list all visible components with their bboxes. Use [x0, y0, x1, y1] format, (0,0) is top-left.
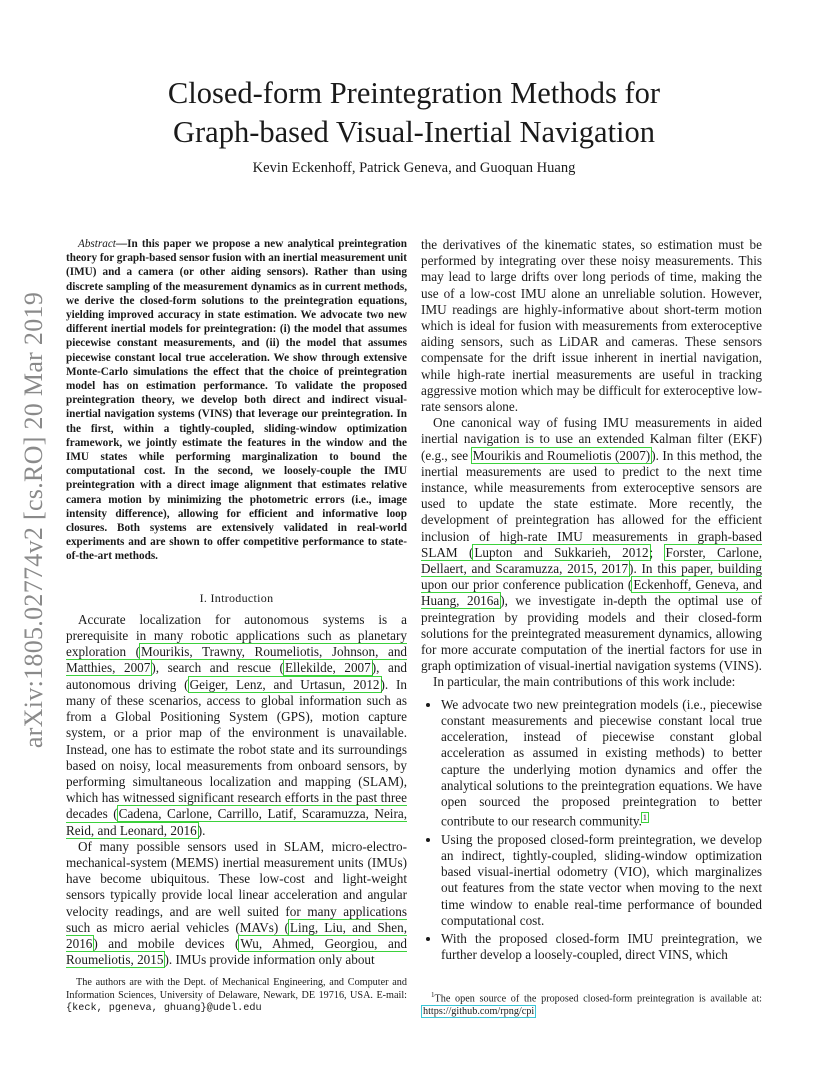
github-link[interactable]: https://github.com/rpng/cpi	[423, 1005, 535, 1017]
footnote	[421, 989, 762, 1018]
text: ).	[197, 822, 206, 838]
citation-link[interactable]: Geiger, Lenz, and Urtasun, 2012	[189, 676, 380, 692]
text: ) and mobile devices (	[93, 935, 240, 951]
arxiv-stamp	[12, 280, 56, 760]
authors: Kevin Eckenhoff, Patrick Geneva, and Guoquan Huang	[252, 160, 576, 176]
right-paragraph-3: In particular, the main contributions of this work include:	[433, 674, 736, 690]
affiliation-footnote	[66, 977, 407, 1016]
intro-paragraph-1	[66, 612, 407, 839]
intro-paragraph-2	[66, 839, 407, 969]
citation-link[interactable]: Cadena, Carlone, Carrillo, Latif, Scaramuzza, Neira, Reid, and Leonard, 2016	[66, 806, 407, 838]
citation-link[interactable]: Eckenhoff, Geneva, and Huang, 2016a	[421, 577, 762, 609]
text: One canonical way of fusing IMU measurements in aided inertial navigation is to use an extended Kalman filter (EKF) (e.g., see	[421, 415, 762, 463]
citation-link[interactable]: Mourikis, Trawny, Roumeliotis, Johnson, and Matthies, 2007	[66, 644, 408, 676]
text: ). IMUs provide information only about	[164, 952, 375, 968]
text: ), we investigate in-depth the optimal use of preintegration by providing models and their closed-form solutions for the preintegrated measurement dynamics, allowing for more accurate computation of the inertial factors for use in graph optimization of visual-inertial navigation systems (VINS).	[421, 593, 763, 674]
citation-link[interactable]: Ellekilde, 2007	[284, 660, 371, 676]
title-line-2: Graph-based Visual-Inertial Navigation	[172, 115, 656, 149]
citation-link[interactable]: Lupton and Sukkarieh, 2012	[474, 544, 649, 560]
right-column	[421, 237, 762, 965]
text: ). In many of these scenarios, access to global information such as from a Global Positioning System (GPS), motion capture system, or a prior map of the environment is unavailable. Instead, one has to estimate the robot state and its surroundings based on noisy, local measurements from onboard sensors, by performing simultaneous localization and mapping (SLAM), which has witnessed significant research efforts in the past three decades (	[66, 676, 407, 822]
citation-link[interactable]: Wu, Ahmed, Georgiou, and Roumeliotis, 2015	[66, 935, 408, 968]
abstract-text: —In this paper we propose a new analytical preintegration theory for graph-based sensor fusion with an inertial measurement unit (IMU) and a camera (or other aiding sensors). Rather than using discrete sampling of the measurement dynamics as in current methods, we derive the closed-form solutions to the preintegration equations, yielding improved accuracy in state estimation. We advocate two new different inertial models for preintegration: (i) the model that assumes piecewise constant measurements, and (ii) the model that assumes piecewise constant local true acceleration. We show through extensive Monte-Carlo simulations the effect that the choice of preintegration model has on estimation performance. To validate the proposed preintegration theory, we develop both direct and indirect visual-inertial navigation systems (VINS) that leverage our preintegration. In the first, within a tightly-coupled, sliding-window optimization framework, we jointly estimate the features in the window and the IMU states while performing marginalization to bound the computational cost. In the second, we loosely-couple the IMU preintegration with a direct image alignment that estimates relative camera motion by minimizing the photometric errors (i.e., image intensity difference), allowing for efficient and informative loop closures. Both systems are extensively validated in real-world experiments and are shown to offer competitive performance to state-of-the-art methods.	[66, 238, 407, 563]
footnote-mark[interactable]: 1	[642, 813, 647, 823]
citation-link[interactable]: Mourikis and Roumeliotis (2007)	[472, 447, 651, 463]
paper-title	[60, 74, 768, 152]
citation-link[interactable]: Ling, Liu, and Shen, 2016	[66, 919, 407, 951]
text: Of many possible sensors used in SLAM, micro-electro-mechanical-system (MEMS) inertial measurement units (IMUs) have become ubiquitous. These low-cost and light-weight sensors typically provide local linear acceleration and angular velocity readings, and are well suited for many applications such as micro aerial vehicles (MAVs) (	[66, 838, 407, 935]
list-item: • With the proposed closed-form IMU preintegration, we further develop a loosely-coupled, direct VINS, which	[441, 931, 762, 963]
right-paragraph-2	[421, 415, 762, 674]
arxiv-id: arXiv:1805.02774v2 [cs.RO] 20 Mar 2019	[19, 291, 48, 749]
footnote-number: 1	[431, 991, 435, 999]
right-paragraph-1: the derivatives of the kinematic states, so estimation must be performed by integrating over these noisy measurements. This may lead to large drifts over long periods of time, making the use of a low-cost IMU alone an unreliable solution. However, IMU readings are highly-informative about short-term motion which is ideal for fusion with measurements from exteroceptive aiding sensors, such as LiDAR and cameras. These sensors compensate for the drift issue inherent in inertial navigation, while high-rate inertial measurements are useful in tracking aggressive motion which may be difficult for exteroceptive low-rate sensors alone.	[421, 237, 762, 415]
text: The open source of the proposed closed-form preintegration is available at:	[434, 993, 762, 1005]
text: ), search and rescue (	[151, 660, 284, 676]
email: {keck, pgeneva, ghuang}@udel.edu	[66, 1003, 262, 1014]
list-item: • Using the proposed closed-form preintegration, we develop an indirect, tightly-coupled, sliding-window optimization based visual-inertial odometry (VIO), which marginalizes out features from the state vector when moving to the next time window to enable real-time performance of bounded computational cost.	[441, 832, 762, 929]
text: The authors are with the Dept. of Mechanical Engineering, and Computer and Information Sciences, University of Delaware, Newark, DE 19716, USA. E-mail:	[66, 977, 407, 1001]
citation-link[interactable]: Forster, Carlone, Dellaert, and Scaramuzza, 2015, 2017	[421, 544, 763, 577]
text: Accurate localization for autonomous systems is a prerequisite in many robotic applications such as planetary exploration (	[66, 611, 407, 660]
list-item	[441, 697, 762, 830]
abstract	[66, 237, 407, 564]
abstract-label: Abstract	[78, 238, 116, 250]
text: ), and autonomous driving (	[66, 660, 408, 692]
text: We advocate two new preintegration models (i.e., piecewise constant measurements and piecewise constant local true acceleration, instead of piecewise constant global acceleration as assumed in existing methods) to better capture the underlying motion dynamics and offer the analytical solutions to the preintegration equations. We have open sourced the proposed preintegration to better contribute to our research community.	[441, 696, 762, 829]
title-line-1: Closed-form Preintegration Methods for	[167, 76, 661, 110]
text: ). In this method, the inertial measurements are used to predict to the next time instance, while measurements from exteroceptive sensors are used to update the state estimate. More recently, the development of preintegration has allowed for the efficient inclusion of high-rate IMU measurements in graph-based SLAM (	[421, 447, 762, 560]
text: ). In this paper, building upon our prior conference publication (	[421, 561, 762, 593]
contributions-list	[421, 697, 762, 964]
text: ;	[649, 544, 665, 560]
section-heading: I. Introduction	[199, 590, 274, 605]
left-column	[66, 237, 407, 968]
